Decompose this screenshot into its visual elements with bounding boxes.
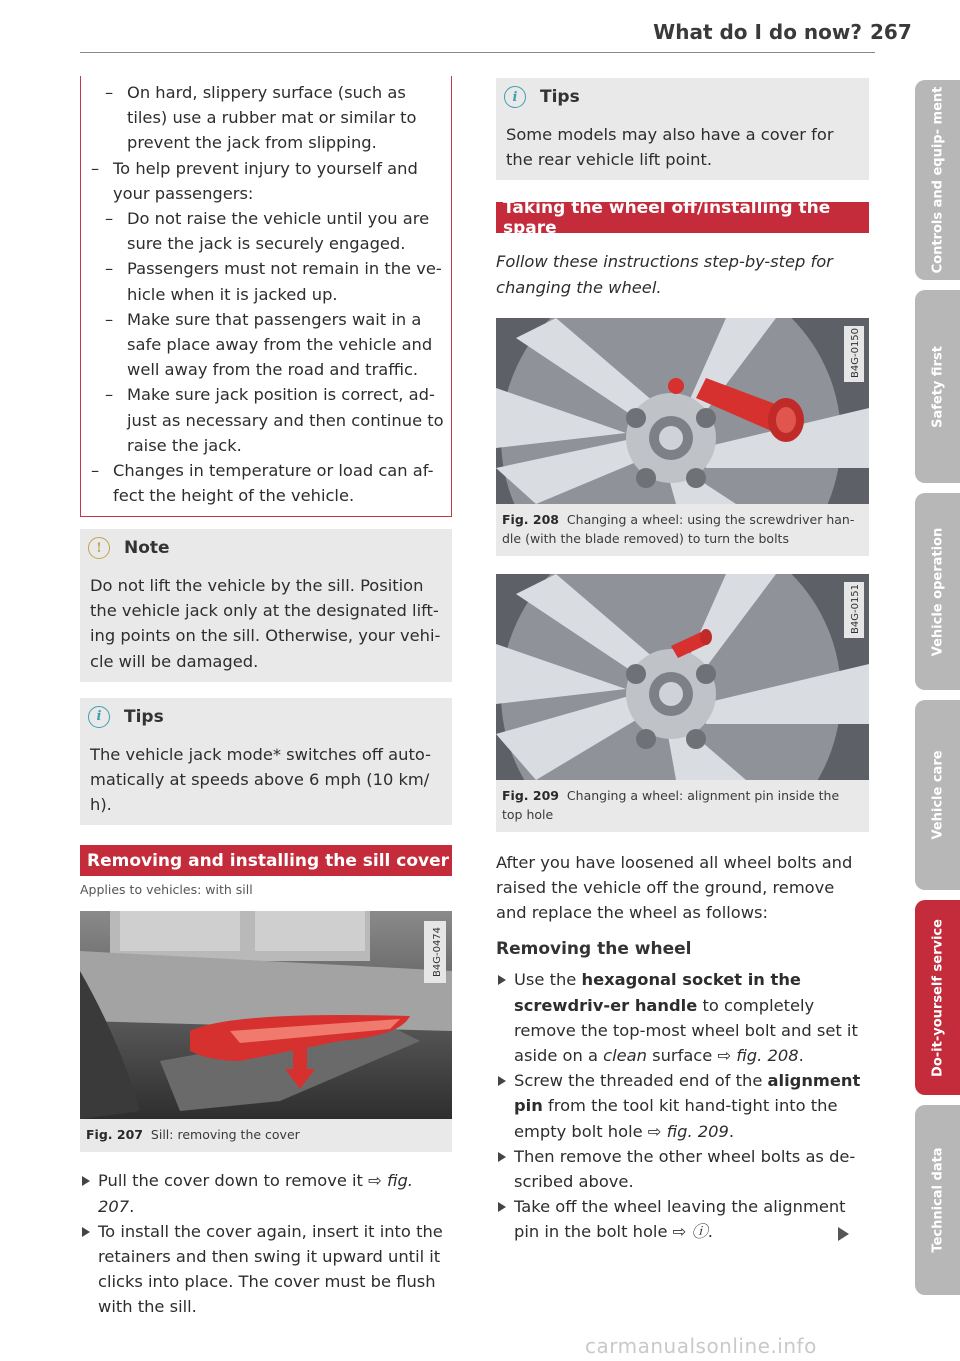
warning-item: – Changes in temperature or load can af-fect the height of the vehicle. [91,461,434,506]
tips-title: Tips [124,706,164,727]
info-circle-icon: i [88,706,110,728]
step-arrow-icon [498,1152,506,1162]
warning-item: – On hard, slippery surface (such as tiles) use a rubber mat or similar to prevent the jack from slipping. [105,83,417,153]
side-tab-safety[interactable]: Safety first [915,290,960,483]
figure-209 [496,574,869,832]
sill-cover-section [80,845,452,897]
step-item: To install the cover again, insert it into the retainers and then swing it upward until it clicks into place. The cover must be flush with the sill. [80,1219,452,1320]
figure-208 [496,318,869,556]
step-item: Screw the threaded end of the alignment pin from the tool kit hand-tight into the empty bolt hole ⇨ fig. 209. [496,1068,869,1144]
watermark: carmanualsonline.info [585,1334,817,1358]
subheading: Removing the wheel [496,939,692,960]
step-arrow-icon [498,975,506,985]
tips-header [496,78,869,116]
note-header [80,529,452,567]
wheel-screwdriver-illustration [496,318,869,504]
continue-arrow-icon [838,1227,849,1241]
tips-text: Some models may also have a cover for the rear vehicle lift point. [506,125,834,170]
figure-label: Fig. 209 [502,787,559,803]
figure-code: B4G-0150 [850,327,861,378]
figure-code: B4G-0474 [432,927,443,978]
side-tab-diy-service[interactable]: Do-it-yourself service [915,900,960,1095]
figure-code: B4G-0151 [850,583,861,634]
header-rule [80,52,875,53]
step-arrow-icon [498,1076,506,1086]
side-tab-technical-data[interactable]: Technical data [915,1105,960,1295]
figure-caption: Fig. 208 Changing a wheel: using the screwdriver han-dle (with the blade removed) to turn the bolts [502,511,855,546]
step-item: Use the hexagonal socket in the screwdriv-er handle to completely remove the top-most wheel bolt and set it aside on a clean surface ⇨ fig. 208. [496,967,869,1068]
figure-reference-link[interactable]: ⇨ fig. 209 [647,1121,729,1141]
warning-item: – Make sure jack position is correct, ad-just as necessary and then continue to raise the jack. [105,385,444,455]
warning-item: – Passengers must not remain in the ve-hicle when it is jacked up. [105,259,442,304]
step-arrow-icon [498,1202,506,1212]
figure-caption: Fig. 207 Sill: removing the cover [86,1127,300,1143]
figure-207 [80,911,452,1152]
applies-to-text: Applies to vehicles: with sill [80,882,253,898]
wheel-steps [496,967,869,1244]
right-column [496,76,869,1245]
figure-reference-link[interactable]: ⇨ fig. 208 [717,1046,799,1066]
note-text: Do not lift the vehicle by the sill. Position the vehicle jack only at the designated lift-ing points on the sill. Otherwise, your vehi-cle will be damaged. [90,576,441,671]
info-circle-icon: i [504,86,526,108]
warning-continuation-box [80,76,452,517]
side-tab-vehicle-care[interactable]: Vehicle care [915,700,960,890]
section-header-title: What do I do now? [653,20,862,44]
note-title: Note [124,538,170,558]
sill-steps [80,1168,452,1319]
tips-text: The vehicle jack mode* switches off auto-matically at speeds above 6 mph (10 km/ h). [90,744,431,815]
figure-caption: Fig. 209 Changing a wheel: alignment pin inside the top hole [502,787,840,822]
figure-label: Fig. 207 [86,1127,143,1143]
tips-title: Tips [540,87,580,107]
section-heading: Removing and installing the sill cover [80,845,452,876]
tips-callout [80,698,452,826]
note-callout [80,529,452,682]
warning-item: – Do not raise the vehicle until you are sure the jack is securely engaged. [105,209,430,254]
wheel-paragraph: After you have loosened all wheel bolts and raised the vehicle off the ground, remove and replace the wheel as follows: [496,852,853,923]
section-intro: Follow these instructions step-by-step for changing the wheel. [496,252,833,297]
step-item: Then remove the other wheel bolts as de-scribed above. [496,1144,869,1194]
figure-label: Fig. 208 [502,511,559,527]
exclamation-circle-icon: ! [88,537,110,559]
section-heading: Taking the wheel off/installing the spare [496,202,869,233]
step-item: Pull the cover down to remove it ⇨ fig. 207. [80,1168,452,1218]
page-number: 267 [870,20,912,44]
side-tab-vehicle-operation[interactable]: Vehicle operation [915,493,960,690]
step-item: Take off the wheel leaving the alignment pin in the bolt hole ⇨ ⓘ. [496,1194,869,1244]
tips-header [80,698,452,736]
step-arrow-icon [82,1227,90,1237]
side-tab-controls[interactable]: Controls and equip- ment [915,80,960,280]
wheel-section [496,197,869,299]
tips-callout-right [496,78,869,180]
note-reference-link[interactable]: ⇨ ⓘ [672,1222,708,1242]
sill-cover-illustration [80,911,452,1119]
step-arrow-icon [82,1176,90,1186]
warning-item: – Make sure that passengers wait in a safe place away from the vehicle and well away from the road and traffic. [105,309,433,380]
figure-reference-link[interactable]: ⇨ fig. 207 [98,1171,413,1216]
warning-item: – To help prevent injury to yourself and your passengers: [91,158,418,203]
left-column [80,76,452,1320]
wheel-alignment-pin-illustration [496,574,869,780]
